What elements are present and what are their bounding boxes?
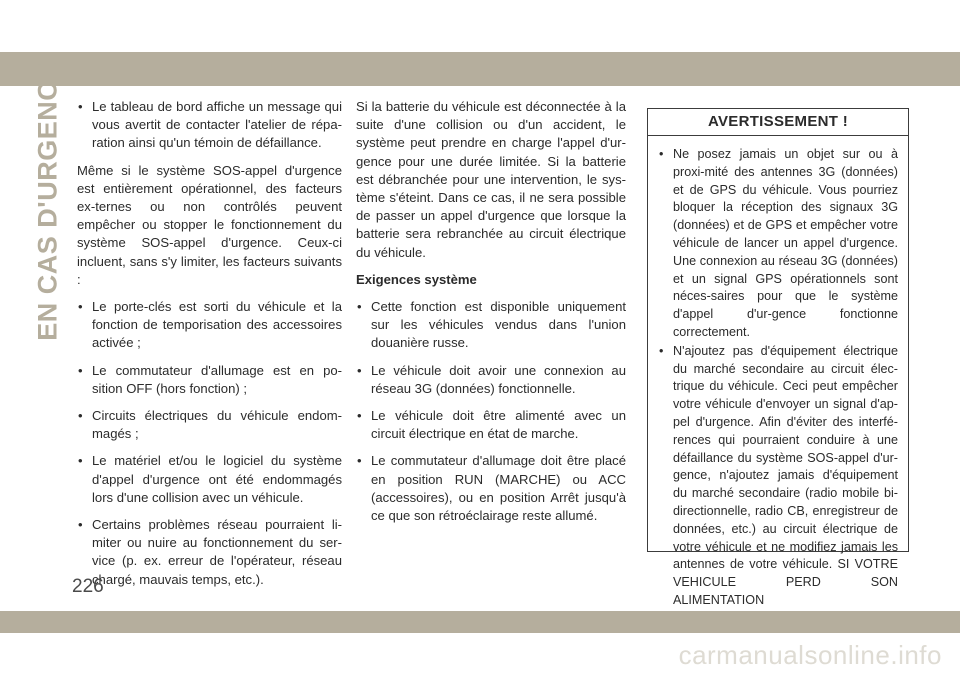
requirements-heading: Exigences système bbox=[356, 271, 477, 287]
column-left bbox=[77, 98, 342, 598]
warning-body bbox=[648, 136, 908, 610]
bullet-item: • Le véhicule doit être alimenté avec un circuit électrique en état de marche. bbox=[356, 407, 626, 443]
warning-bullet: • Ne posez jamais un objet sur ou à proxi-mité des antennes 3G (données) et de GPS du véhicule. Vous pourriez bloquer la réception des signaux 3G (données) et de GPS et empêcher votre véhicule de lancer un appel d'urgence. Une connexion au réseau 3G (données) et un signal GPS opérationnels sont néces-saires pour que le système d'appel d'ur-gence fonctionne correctement. bbox=[658, 146, 898, 342]
bullet-item: • Circuits électriques du véhicule endom-magés ; bbox=[77, 407, 342, 443]
bullet-item: • Le porte-clés est sorti du véhicule et la fonction de temporisation des accessoires activée ; bbox=[77, 298, 342, 353]
column-middle bbox=[356, 98, 626, 534]
battery-paragraph: Si la batterie du véhicule est déconnectée à la suite d'une collision ou d'un accident, le système peut prendre en charge l'appel d'ur-gence pour une durée limitée. Si la batterie est débranchée pour une intervention, le sys-tème s'éteint. Dans ce cas, il ne sera possible de passer un appel d'urgence que lorsque la batterie sera rebranchée au circuit électrique du véhicule. bbox=[356, 99, 626, 260]
bullet-item: • Le commutateur d'allumage est en po-sition OFF (hors fonction) ; bbox=[77, 362, 342, 398]
bullet-item: • Le véhicule doit avoir une connexion au réseau 3G (données) fonctionnelle. bbox=[356, 362, 626, 398]
section-side-tab bbox=[28, 61, 68, 341]
warning-title: AVERTISSEMENT ! bbox=[648, 109, 908, 136]
page-number: 226 bbox=[72, 576, 104, 597]
bullet-item: • Certains problèmes réseau pourraient li-miter ou nuire au fonctionnement du ser-vice (p. ex. erreur de l'opérateur, réseau chargé, mauvais temps, etc.). bbox=[77, 516, 342, 589]
section-title: EN CAS D'URGENCE bbox=[32, 61, 63, 341]
bullet-item: • Le tableau de bord affiche un message qui vous avertit de contacter l'atelier de répa-ration ainsi qu'un témoin de défaillance. bbox=[77, 98, 342, 153]
bullet-item: • Cette fonction est disponible uniquement sur les véhicules vendus dans l'union douanière russe. bbox=[356, 298, 626, 353]
warning-bullet: • N'ajoutez pas d'équipement électrique du marché secondaire au circuit élec-trique du véhicule. Ceci peut empêcher votre véhicule d'envoyer un signal d'ap-pel d'urgence. Afin d'éviter des interfé-rences qui pourraient conduire à une défaillance du système SOS-appel d'ur-gence, n'ajoutez jamais d'équipement du marché secondaire (radio mobile bi-directionnelle, radio CB, enregistreur de données, etc.) au circuit électrique de votre véhicule et ne modifiez jamais les antennes de votre véhicule. SI VOTRE VEHICULE PERD SON ALIMENTATION bbox=[658, 343, 898, 610]
top-margin bbox=[0, 0, 960, 52]
watermark[interactable]: carmanualsonline.info bbox=[678, 640, 942, 670]
header-band bbox=[0, 52, 960, 86]
bullet-item: • Le commutateur d'allumage doit être placé en position RUN (MARCHE) ou ACC (accessoires), ou en position Arrêt jusqu'à ce que son rétroéclairage reste allumé. bbox=[356, 452, 626, 525]
warning-box bbox=[647, 108, 909, 607]
bullet-item: • Le matériel et/ou le logiciel du système d'appel d'urgence ont été endommagés lors d'une collision avec un véhicule. bbox=[77, 452, 342, 507]
footer-band bbox=[0, 611, 960, 633]
intro-paragraph: Même si le système SOS-appel d'urgence est entièrement opérationnel, des facteurs ex-ternes ou non contrôlés peuvent empêcher ou stopper le fonctionnement du système SOS-appel d'urgence. Ceux-ci incluent, sans s'y limiter, les facteurs suivants : bbox=[77, 162, 342, 287]
